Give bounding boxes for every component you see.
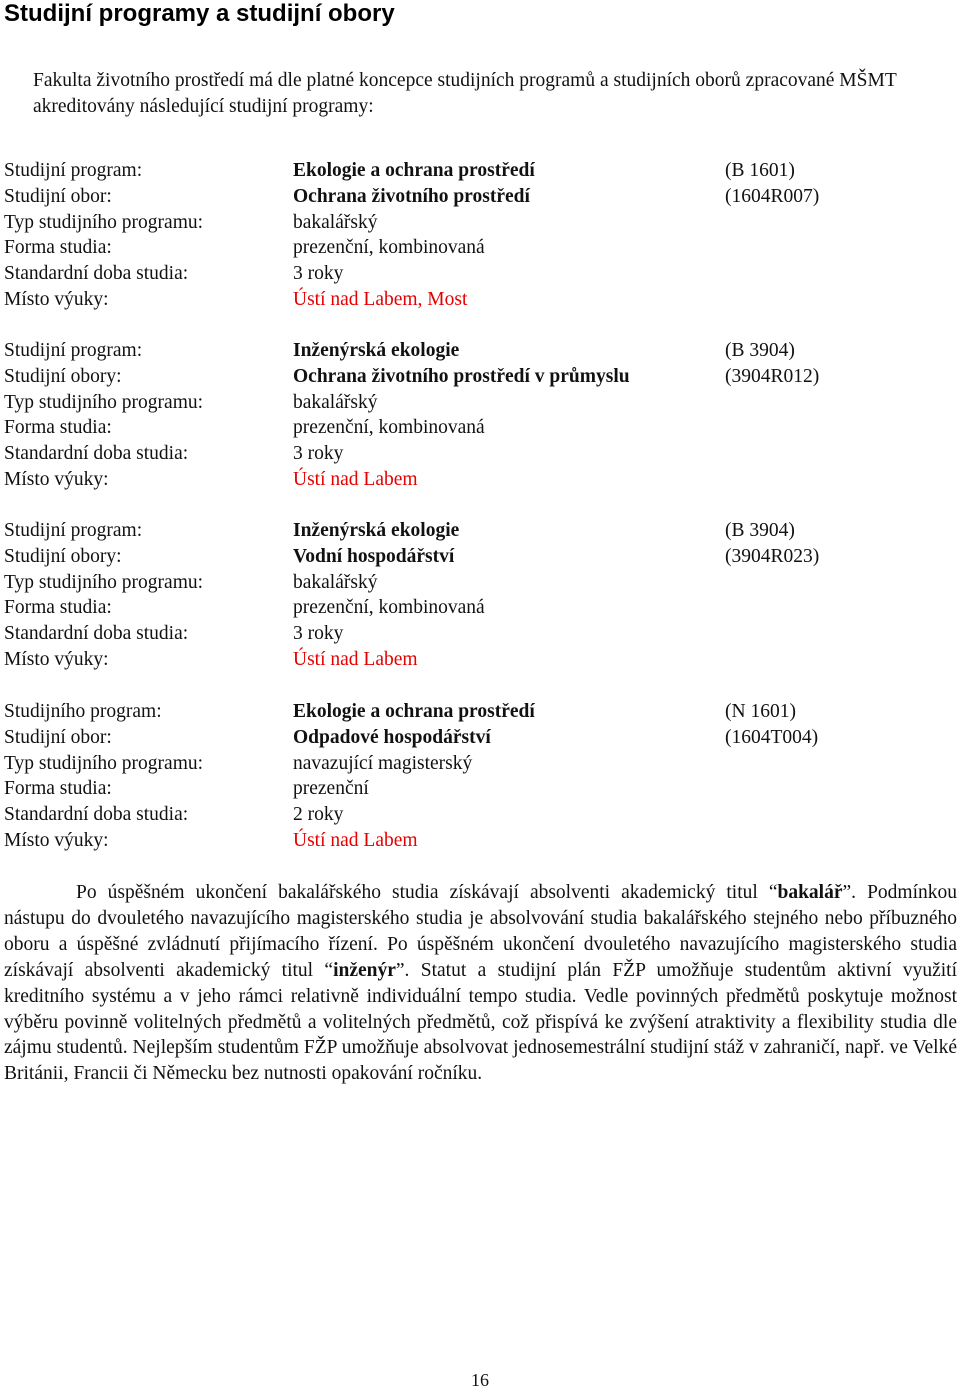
field-name: Ochrana životního prostředí xyxy=(293,185,530,207)
program-code: (B 3904) xyxy=(725,340,795,361)
field-label: Studijní obor: xyxy=(4,726,112,748)
form-value: prezenční, kombinovaná xyxy=(293,597,485,619)
place-value: Ústí nad Labem xyxy=(293,829,418,851)
type-value: bakalářský xyxy=(293,211,378,233)
type-label: Typ studijního programu: xyxy=(4,752,204,774)
program-name: Inženýrská ekologie xyxy=(293,340,460,361)
field-code: (3904R012) xyxy=(725,365,820,387)
place-label: Místo výuky: xyxy=(4,829,109,851)
closing-paragraph xyxy=(4,880,957,1087)
field-label: Studijní obory: xyxy=(4,365,122,387)
field-name: Ochrana životního prostředí v průmyslu xyxy=(293,365,630,387)
closing-text-3: ”. Statut a studijní plán FŽP umožňuje studentům aktivní využití kreditního systému a v jeho rámci relativně individuální tempo studia. Vedle povinných předmětů poskytuje možnost výběru povinně volitelných předmětů a volitelných předmětů, což přispívá ke zvýšení atraktivity a flexibility studia dle zájmu studentů. Nejlepším studentům FŽP umožňuje absolvovat jednosemestrální studijní stáž v zahraničí, např. ve Velké Británii, Francii či Německu bez nutnosti opakování ročníku. xyxy=(4,959,957,1085)
duration-label: Standardní doba studia: xyxy=(4,804,189,826)
program-label: Studijní program: xyxy=(4,520,143,541)
duration-value: 3 roky xyxy=(293,443,344,465)
duration-label: Standardní doba studia: xyxy=(4,623,189,645)
intro-paragraph: Fakulta životního prostředí má dle platné koncepce studijních programů a studijních oborů zpracované MŠMT akreditovány následující studijní programy: xyxy=(33,70,897,117)
program-label: Studijní program: xyxy=(4,160,143,181)
type-value: bakalářský xyxy=(293,571,378,593)
type-value: navazující magisterský xyxy=(293,752,473,774)
closing-text-1: Po úspěšném ukončení bakalářského studia získávají absolventi akademický titul “ xyxy=(76,882,778,903)
field-name: Odpadové hospodářství xyxy=(293,726,491,748)
type-label: Typ studijního programu: xyxy=(4,571,204,593)
duration-label: Standardní doba studia: xyxy=(4,443,189,465)
program-block xyxy=(4,338,954,493)
duration-value: 3 roky xyxy=(293,623,344,645)
closing-text-2: ”. Podmínkou nástupu do dvouletého navazujícího magisterského studia je absolvování studia bakalářského stejného nebo příbuzného oboru a úspěšné zvládnutí přijímacího řízení. Po úspěšném ukončení dvouletého navazujícího magisterského studia získávají absolventi akademický titul “ xyxy=(4,882,957,981)
field-name: Vodní hospodářství xyxy=(293,545,455,567)
program-code: (B 1601) xyxy=(725,160,795,181)
field-code: (3904R023) xyxy=(725,545,820,567)
program-name: Ekologie a ochrana prostředí xyxy=(293,701,535,722)
field-code: (1604T004) xyxy=(725,726,819,748)
form-value: prezenční xyxy=(293,778,369,800)
duration-label: Standardní doba studia: xyxy=(4,263,189,285)
page-number: 16 xyxy=(471,1370,489,1390)
form-label: Forma studia: xyxy=(4,417,112,439)
program-code: (N 1601) xyxy=(725,701,796,722)
field-label: Studijní obory: xyxy=(4,545,122,567)
form-value: prezenční, kombinovaná xyxy=(293,417,485,439)
duration-value: 3 roky xyxy=(293,263,344,285)
type-label: Typ studijního programu: xyxy=(4,391,204,413)
place-value: Ústí nad Labem xyxy=(293,468,418,490)
program-block xyxy=(4,518,954,673)
form-label: Forma studia: xyxy=(4,778,112,800)
field-label: Studijní obor: xyxy=(4,185,112,207)
program-label: Studijní program: xyxy=(4,340,143,361)
program-block xyxy=(4,699,954,854)
degree-title-bachelor: bakalář xyxy=(777,882,843,903)
type-value: bakalářský xyxy=(293,391,378,413)
type-label: Typ studijního programu: xyxy=(4,211,204,233)
place-label: Místo výuky: xyxy=(4,288,109,310)
field-code: (1604R007) xyxy=(725,185,820,207)
program-name: Inženýrská ekologie xyxy=(293,520,460,541)
page-title: Studijní programy a studijní obory xyxy=(4,0,395,27)
degree-title-engineer: inženýr xyxy=(333,959,396,981)
form-label: Forma studia: xyxy=(4,597,112,619)
form-value: prezenční, kombinovaná xyxy=(293,237,485,259)
place-label: Místo výuky: xyxy=(4,648,109,670)
place-label: Místo výuky: xyxy=(4,468,109,490)
form-label: Forma studia: xyxy=(4,237,112,259)
program-label: Studijního program: xyxy=(4,701,162,722)
program-name: Ekologie a ochrana prostředí xyxy=(293,160,535,181)
duration-value: 2 roky xyxy=(293,804,344,826)
program-code: (B 3904) xyxy=(725,520,795,541)
place-value: Ústí nad Labem xyxy=(293,648,418,670)
program-block xyxy=(4,158,954,313)
place-value: Ústí nad Labem, Most xyxy=(293,288,468,310)
